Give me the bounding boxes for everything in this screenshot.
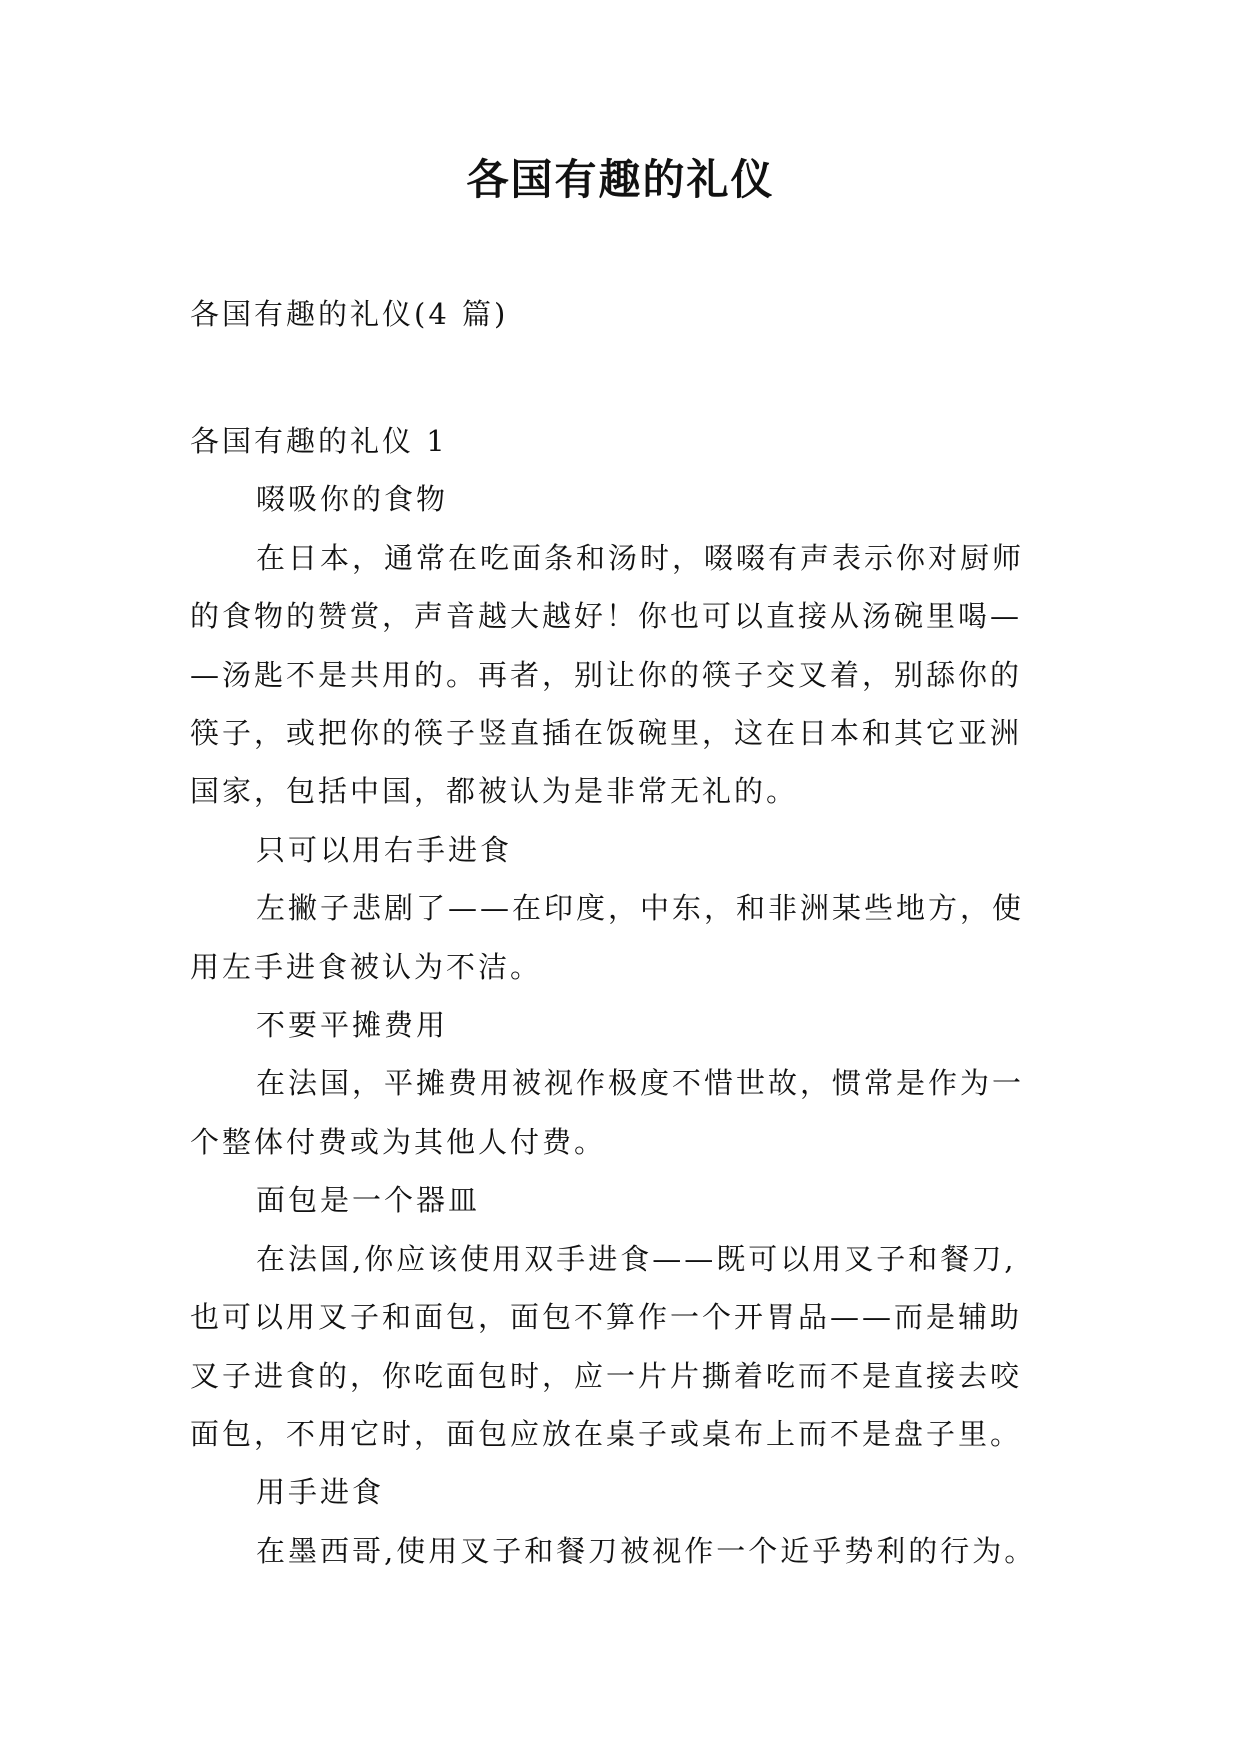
- topic-heading: 只可以用右手进食: [256, 832, 513, 867]
- topic-heading: 用手进食: [256, 1475, 385, 1510]
- paragraph-line: 叉子进食的，你吃面包时，应一片片撕着吃而不是直接去咬: [190, 1358, 1023, 1393]
- paragraph-line: 的食物的赞赏，声音越大越好！你也可以直接从汤碗里喝—: [190, 599, 1023, 634]
- paragraph-line: 面包，不用它时，面包应放在桌子或桌布上而不是盘子里。: [190, 1416, 1023, 1451]
- topic-heading: 不要平摊费用: [256, 1008, 449, 1043]
- topic-heading: 啜吸你的食物: [256, 482, 449, 517]
- paragraph-line: 在法国，平摊费用被视作极度不惜世故，惯常是作为一: [256, 1066, 1025, 1101]
- paragraph-line: 左撇子悲剧了——在印度，中东，和非洲某些地方，使: [256, 891, 1025, 926]
- paragraph-line: 在墨西哥,使用叉子和餐刀被视作一个近乎势利的行为。: [256, 1533, 1037, 1568]
- document-title: 各国有趣的礼仪: [466, 155, 775, 204]
- paragraph-line: 筷子，或把你的筷子竖直插在饭碗里，这在日本和其它亚洲: [190, 716, 1023, 751]
- section-heading: 各国有趣的礼仪 1: [190, 424, 448, 458]
- paragraph-line: 也可以用叉子和面包，面包不算作一个开胃品——而是辅助: [190, 1300, 1023, 1335]
- paragraph-line: 国家，包括中国，都被认为是非常无礼的。: [190, 774, 799, 809]
- paragraph-line: 个整体付费或为其他人付费。: [190, 1124, 607, 1159]
- paragraph-line: 在法国,你应该使用双手进食——既可以用叉子和餐刀,: [256, 1241, 1017, 1276]
- document-body: [190, 412, 1070, 1580]
- document-subtitle: 各国有趣的礼仪(4 篇): [190, 297, 509, 331]
- paragraph-line: 在日本，通常在吃面条和汤时，啜啜有声表示你对厨师: [256, 540, 1025, 575]
- paragraph-line: 用左手进食被认为不洁。: [190, 949, 543, 984]
- paragraph-line: —汤匙不是共用的。再者，别让你的筷子交叉着，别舔你的: [190, 657, 1023, 692]
- topic-heading: 面包是一个器皿: [256, 1183, 481, 1218]
